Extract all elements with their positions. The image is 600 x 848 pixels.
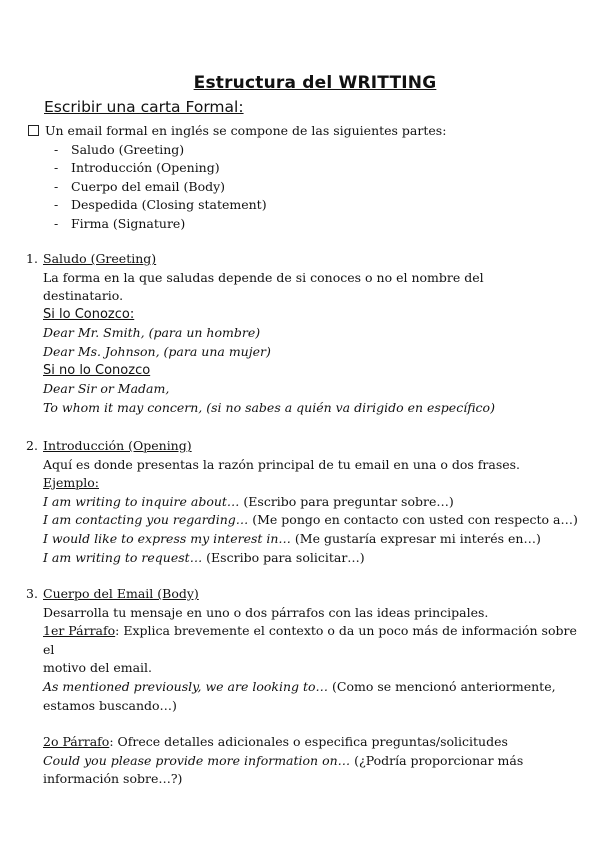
example-label: Ejemplo: (43, 475, 99, 491)
section-heading: Saludo (Greeting) (43, 251, 157, 266)
section-description: Aquí es donde presentas la razón principal de tu email en una o dos frases. (43, 456, 521, 472)
parts-list (28, 141, 588, 234)
example-es: (Escribo para solicitar…) (202, 549, 365, 565)
paragraph-1-line (43, 622, 582, 659)
example-line: Dear Mr. Smith, (para un hombre) (43, 325, 261, 341)
section-description: Desarrolla tu mensaje en uno o dos párrafos con las ideas principales. (43, 604, 489, 620)
example-en: Could you please provide more information on… (43, 752, 351, 768)
example-line (43, 511, 582, 530)
page-title: Estructura del WRITTING (193, 73, 437, 93)
list-item: - Despedida (Closing statement) (28, 196, 588, 215)
section-number: 3. (26, 586, 38, 601)
example-line (43, 752, 582, 771)
section-greeting (26, 250, 582, 417)
example-line: To whom it may concern, (si no sabes a quién va dirigido en específico) (43, 399, 495, 415)
list-item: - Firma (Signature) (28, 215, 588, 234)
paragraph-2-line (43, 733, 582, 752)
example-en: I am writing to inquire about… (43, 493, 240, 509)
spacer (43, 715, 582, 733)
example-line (43, 493, 582, 512)
example-en: As mentioned previously, we are looking to… (43, 678, 329, 694)
page-subtitle: Escribir una carta Formal: (44, 98, 244, 116)
example-line (43, 530, 582, 549)
example-line (43, 549, 582, 568)
checkbox-icon (28, 125, 39, 136)
example-es: (¿Podría proporcionar más (350, 752, 524, 768)
section-heading: Cuerpo del Email (Body) (43, 586, 199, 601)
example-en: I would like to express my interest in… (43, 530, 291, 546)
section-heading: Introducción (Opening) (43, 438, 192, 453)
section-body (26, 585, 582, 789)
example-line: estamos buscando…) (43, 697, 177, 713)
example-line: información sobre…?) (43, 771, 183, 787)
paragraph-1-label: 1er Párrafo (43, 623, 116, 639)
paragraph-1-line: motivo del email. (43, 660, 153, 676)
intro-block (28, 122, 588, 234)
example-es: (Me gustaría expresar mi interés en…) (290, 530, 541, 546)
intro-text: Un email formal en inglés se compone de las siguientes partes: (45, 123, 447, 138)
example-es: (Me pongo en contacto con usted con respecto a…) (248, 512, 578, 528)
paragraph-2-label: 2o Párrafo (43, 734, 110, 750)
section-description: destinatario. (43, 288, 124, 304)
section-number: 2. (26, 438, 38, 453)
list-item: - Introducción (Opening) (28, 159, 588, 178)
example-es: (Escribo para preguntar sobre…) (239, 493, 454, 509)
unknown-label: Si no lo Conozco (43, 362, 151, 378)
paragraph-1-text: : Explica brevemente el contexto o da un poco más de información sobre el (43, 623, 577, 657)
example-line (43, 678, 582, 697)
section-description: La forma en la que saludas depende de si conoces o no el nombre del (43, 269, 484, 285)
intro-line (28, 122, 588, 141)
example-en: I am writing to request… (43, 549, 203, 565)
example-en: I am contacting you regarding… (43, 512, 249, 528)
example-line: Dear Sir or Madam, (43, 381, 170, 397)
section-opening (26, 437, 582, 567)
section-number: 1. (26, 251, 38, 266)
list-item: - Cuerpo del email (Body) (28, 178, 588, 197)
example-es: (Como se mencionó anteriormente, (328, 678, 556, 694)
known-label: Si lo Conozco: (43, 306, 135, 322)
paragraph-2-text: : Ofrece detalles adicionales o especifica preguntas/solicitudes (109, 734, 508, 750)
list-item: - Saludo (Greeting) (28, 141, 588, 160)
example-line: Dear Ms. Johnson, (para una mujer) (43, 343, 271, 359)
